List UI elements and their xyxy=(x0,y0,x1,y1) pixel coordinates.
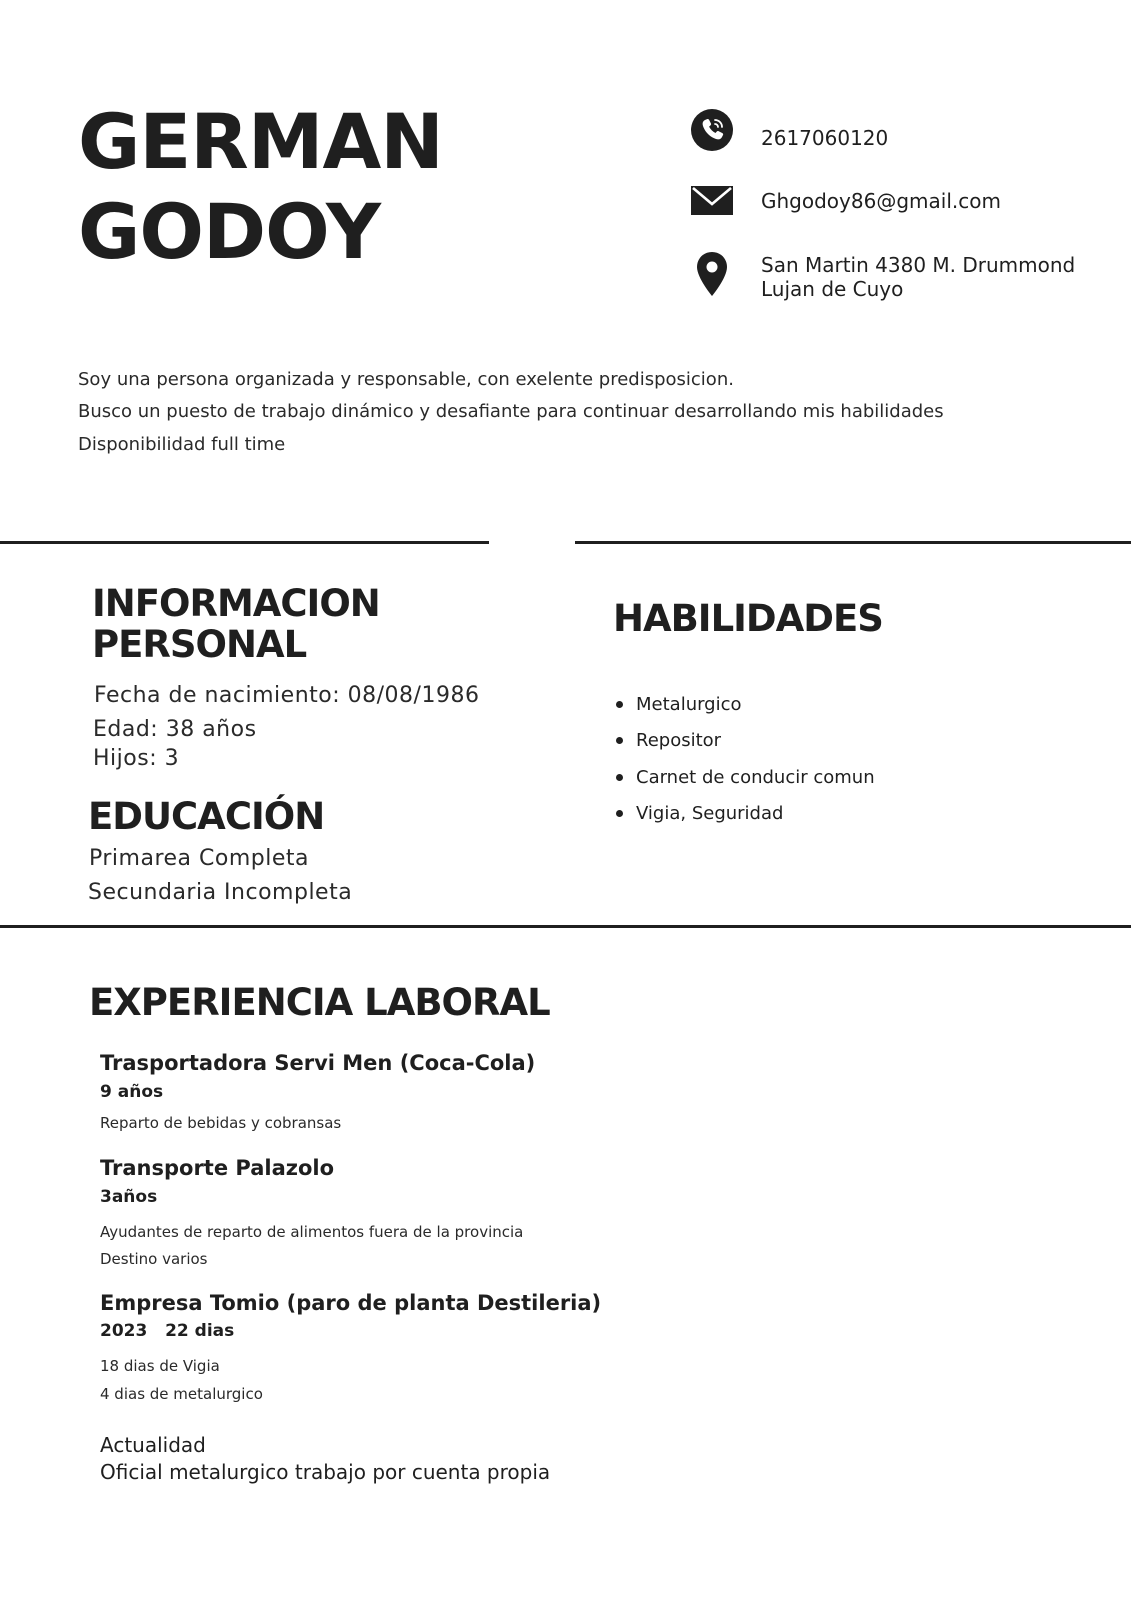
birth-date: Fecha de nacimiento: 08/08/1986 xyxy=(94,683,480,708)
education-heading: EDUCACIÓN xyxy=(88,795,325,838)
summary-line: Disponibilidad full time xyxy=(78,434,286,455)
personal-info-heading: INFORMACION xyxy=(92,582,380,625)
job-duration: 9 años xyxy=(100,1082,164,1102)
bullet xyxy=(616,737,623,744)
skill-label: Metalurgico xyxy=(636,693,742,715)
skill-label: Repositor xyxy=(636,730,722,752)
current-label: Actualidad xyxy=(100,1433,206,1457)
job-description: Reparto de bebidas y cobransas xyxy=(100,1114,342,1132)
divider-left xyxy=(0,541,489,544)
education-item: Primarea Completa xyxy=(89,846,309,871)
summary-line: Busco un puesto de trabajo dinámico y desafiante para continuar desarrollando mis habilidades xyxy=(78,401,944,422)
experience-heading: EXPERIENCIA LABORAL xyxy=(89,981,550,1024)
divider-right xyxy=(575,541,1131,544)
bullet xyxy=(616,701,623,708)
bullet xyxy=(616,774,623,781)
address-line-2: Lujan de Cuyo xyxy=(761,277,904,301)
skill-label: Vigia, Seguridad xyxy=(636,803,784,825)
job-title: Transporte Palazolo xyxy=(100,1156,335,1180)
job-description: Destino varios xyxy=(100,1250,208,1268)
list-item xyxy=(614,723,875,760)
location-pin-icon xyxy=(690,250,734,298)
divider-full xyxy=(0,925,1131,928)
job-description: 18 dias de Vigia xyxy=(100,1357,220,1375)
job-duration: 2023 22 dias xyxy=(100,1321,235,1341)
envelope-icon xyxy=(690,178,734,222)
list-item xyxy=(614,796,875,833)
job-title: Trasportadora Servi Men (Coca-Cola) xyxy=(100,1051,536,1075)
job-title: Empresa Tomio (paro de planta Destileria) xyxy=(100,1291,602,1315)
skills-heading: HABILIDADES xyxy=(613,597,883,640)
list-item xyxy=(614,759,875,796)
job-description: Ayudantes de reparto de alimentos fuera de la provincia xyxy=(100,1223,524,1241)
list-item xyxy=(614,686,875,723)
email-address: Ghgodoy86@gmail.com xyxy=(761,189,1001,213)
education-item: Secundaria Incompleta xyxy=(88,880,353,905)
job-duration: 3años xyxy=(100,1187,158,1207)
phone-icon xyxy=(690,108,734,152)
address-line-1: San Martin 4380 M. Drummond xyxy=(761,253,1076,277)
phone-number: 2617060120 xyxy=(761,126,889,150)
current-job: Oficial metalurgico trabajo por cuenta propia xyxy=(100,1460,551,1484)
skills-list xyxy=(614,686,875,832)
personal-info-heading: PERSONAL xyxy=(92,623,307,666)
children: Hijos: 3 xyxy=(93,746,180,771)
name-first: GERMAN xyxy=(78,97,443,186)
job-description: 4 dias de metalurgico xyxy=(100,1385,263,1403)
skill-label: Carnet de conducir comun xyxy=(636,766,875,788)
summary-line: Soy una persona organizada y responsable, con exelente predisposicion. xyxy=(78,369,734,390)
age: Edad: 38 años xyxy=(93,717,257,742)
name-last: GODOY xyxy=(78,187,381,276)
bullet xyxy=(616,810,623,817)
